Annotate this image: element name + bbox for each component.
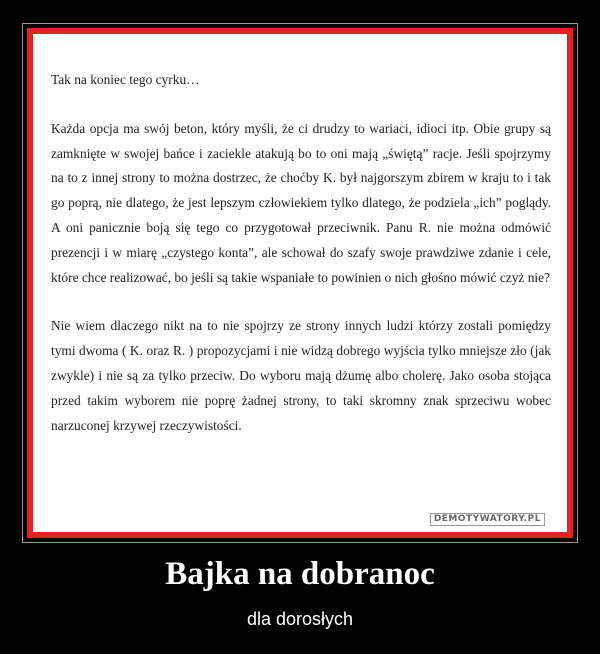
poster: [27, 28, 573, 538]
watermark-logo: DEMOTYWATORY.PL: [430, 513, 545, 526]
caption-title: Bajka na dobranoc: [165, 556, 435, 592]
poster-text: [51, 68, 551, 438]
intro-line: Tak na koniec tego cyrku…: [51, 72, 200, 87]
paragraph-1: Każda opcja ma swój beton, który myśli, że ci drudzy to wariaci, idioci itp. Obie grupy są zamknięte w swojej bańce i zaciekle atakują bo to oni mają „świętą” racje. Jeśli spojrzymy na to z innej strony to można dostrzec, że choćby K. był najgorszym zbirem w kraju to i tak go poprą, nie dlatego, że jest lepszym człowiekiem tylko dlatego, że podziela „ich” poglądy. A oni panicznie boją się tego co przygotował przeciwnik. Panu R. nie można odmówić prezencji i w miarę „czystego konta”, ale schował do szafy swoje prawdziwe zdanie i cele, które chce realizować, bo jeśli są takie wspaniałe to powinien o nich głośno mówić czyż nie?: [51, 120, 551, 285]
poster-content: [33, 34, 567, 532]
paragraph-2: Nie wiem dlaczego nikt na to nie spojrzy ze strony innych ludzi którzy zostali pomiędzy tymi dwoma ( K. oraz R. ) propozycjami i nie widzą dobrego wyjścia tylko mniejsze zło (jak zwykle) i nie są za tylko przeciw. Do wyboru mają dżumę albo cholerę. Jako osoba stojąca przed takim wyborem nie poprę żadnej strony, to taki skromny znak sprzeciwu wobec narzuconej krzywej rzeczywistości.: [51, 318, 551, 433]
caption-subtitle: dla dorosłych: [246, 609, 354, 629]
